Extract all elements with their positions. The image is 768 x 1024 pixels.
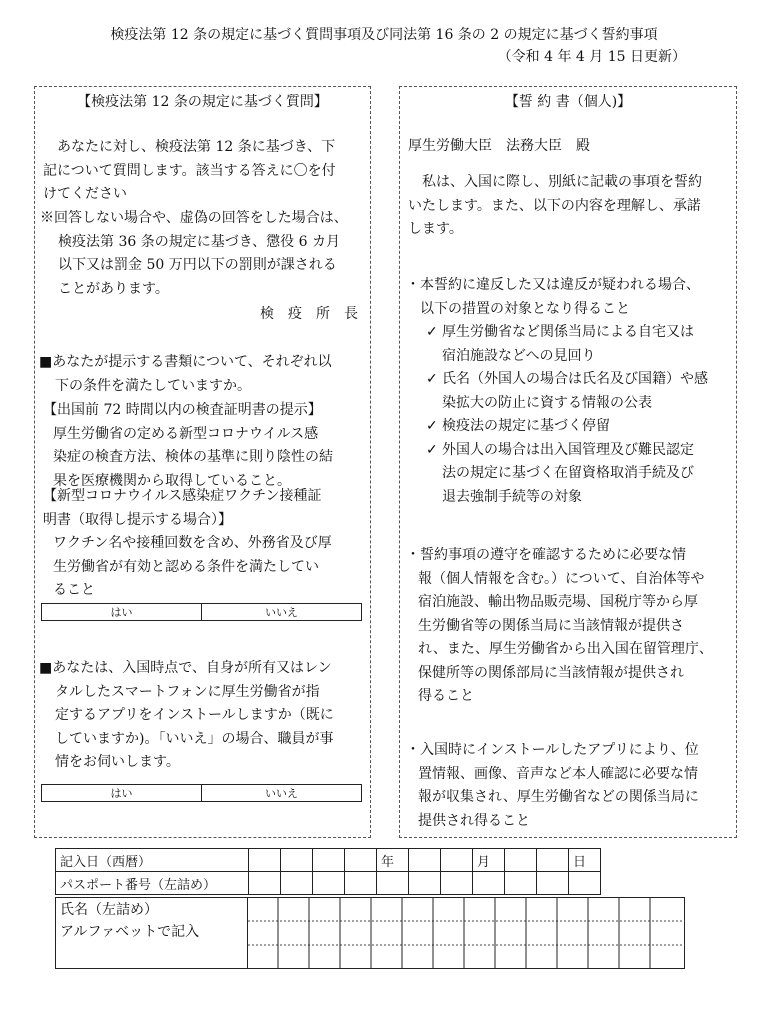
passport-char-cell[interactable] (377, 872, 409, 895)
day-digit-cell[interactable] (505, 849, 537, 872)
question-panel (34, 86, 371, 838)
passport-char-cell[interactable] (313, 872, 345, 895)
year-digit-cell[interactable] (313, 849, 345, 872)
question-1-answer (41, 603, 362, 621)
check-icon: ✓ (426, 441, 438, 458)
month-digit-cell[interactable] (409, 849, 441, 872)
passport-char-cell[interactable] (569, 872, 601, 895)
entry-date-row (56, 849, 601, 872)
pledge-panel (399, 86, 737, 838)
passport-char-cell[interactable] (441, 872, 473, 895)
year-digit-cell[interactable] (345, 849, 377, 872)
measure-item: ✓ 氏名（外国人の場合は氏名及び国籍）や感 染拡大の防止に資する情報の公表 (426, 368, 736, 415)
question-2: ■あなたは、入国時点で、自身が所有又はレン タルしたスマートフォンに厚生労働省が指 定するアプリをインストールしますか（既に していますか)。「いいえ」の場合、職員が事 情をお伺いします。 (39, 660, 334, 770)
measure-item: ✓ 外国人の場合は出入国管理及び難民認定 法の規定に基づく在留資格取消手続及び 退去強制手続等の対象 (426, 439, 736, 510)
check-icon: ✓ (426, 418, 438, 434)
pledge-app-data: ・入国時にインストールしたアプリにより、位 置情報、画像、音声など本人確認に必要な情 報が収集され、厚生労働省などの関係当局に 提供され得ること (406, 742, 699, 829)
question-2-yes[interactable]: はい (42, 785, 202, 802)
day-label: 日 (569, 849, 601, 872)
passport-char-cell[interactable] (473, 872, 505, 895)
pledge-information-sharing: ・誓約事項の遵守を確認するために必要な情 報（個人情報を含む。）について、自治体等や 宿泊施設、輸出物品販売場、国税庁等から厚 生労働省等の関係当局に当該情報が提供さ れ、また、厚生労働省から出入国在留管理庁、 保健所等の関係部局に当該情報が提供され 得ること (406, 547, 713, 704)
check-icon: ✓ (426, 324, 438, 340)
passport-char-cell[interactable] (505, 872, 537, 895)
document-title: 検疫法第 12 条の規定に基づく質問事項及び同法第 16 条の 2 の規定に基づく誓約事項 (110, 27, 658, 43)
pledge-violation-measures: ・本誓約に違反した又は違反が疑われる場合、 以下の措置の対象となり得ること ✓ 厚生労働省など関係当局による自宅又は 宿泊施設などへの見回り ✓ 氏名（外国人の場合は氏名及び国籍）や感 染拡大の防止に資する情報の公表 ✓ 検疫法の規定に基づく停留 ✓ 外国人の場合は出入国管理及び難民認定 法の規定に基づく在留資格取消手続及び 退去強制手続等の対象 (406, 274, 736, 509)
passport-char-cell[interactable] (249, 872, 281, 895)
check-icon: ✓ (426, 371, 438, 387)
penalty-note: ※回答しない場合や、虚偽の回答をした場合は、 検疫法第 36 条の規定に基づき、懲役 6 カ月 以下又は罰金 50 万円以下の罰則が課される ことがあります。 (40, 210, 348, 297)
question-2-no[interactable]: いいえ (202, 785, 362, 802)
name-field (55, 897, 685, 969)
measure-item: ✓ 厚生労働省など関係当局による自宅又は 宿泊施設などへの見回り (426, 321, 736, 368)
measure-item: ✓ 検疫法の規定に基づく停留 (426, 415, 736, 439)
passport-char-cell[interactable] (345, 872, 377, 895)
passport-char-cell[interactable] (281, 872, 313, 895)
year-digit-cell[interactable] (281, 849, 313, 872)
month-label: 月 (473, 849, 505, 872)
entry-date-label: 記入日（西暦） (56, 849, 249, 872)
passport-label: パスポート番号（左詰め） (56, 872, 249, 895)
name-label-block (60, 899, 246, 943)
name-note: アルファベットで記入 (60, 924, 200, 940)
quarantine-director: 検 疫 所 長 (260, 306, 358, 322)
passport-char-cell[interactable] (409, 872, 441, 895)
day-digit-cell[interactable] (537, 849, 569, 872)
pledge-addressee: 厚生労働大臣 法務大臣 殿 (408, 138, 590, 154)
question-2-answer (41, 784, 362, 802)
month-digit-cell[interactable] (441, 849, 473, 872)
date-passport-form (55, 848, 601, 895)
year-label: 年 (377, 849, 409, 872)
name-alphabet-input[interactable] (248, 898, 684, 968)
vaccine-certificate-condition: 【新型コロナウイルス感染症ワクチン接種証 明書（取得し提示する場合）】 ワクチン名や接種回数を含め、外務省及び厚 生労働省が有効と認める条件を満たしてい ること (43, 488, 332, 598)
passport-row (56, 872, 601, 895)
question-panel-title: 【検疫法第 12 条の規定に基づく質問】 (77, 94, 328, 110)
question-1-no[interactable]: いいえ (202, 604, 362, 621)
question-intro: あなたに対し、検疫法第 12 条に基づき、下 記について質問します。該当する答えに〇を付 けてください (43, 139, 336, 202)
pledge-panel-title: 【誓 約 書（個人)】 (504, 94, 632, 110)
name-label: 氏名（左詰め） (60, 902, 158, 918)
passport-char-cell[interactable] (537, 872, 569, 895)
update-date: （令和 4 年 4 月 15 日更新） (497, 49, 686, 65)
year-digit-cell[interactable] (249, 849, 281, 872)
name-grid (248, 898, 685, 968)
question-1: ■あなたが提示する書類について、それぞれ以 下の条件を満たしていますか。 (39, 354, 332, 394)
question-1-yes[interactable]: はい (42, 604, 202, 621)
test-certificate-condition: 【出国前 72 時間以内の検査証明書の提示】 厚生労働省の定める新型コロナウイルス感 染症の検査方法、検体の基準に則り陰性の結 果を医療機関から取得していること。 (43, 402, 333, 489)
pledge-intro: 私は、入国に際し、別紙に記載の事項を誓約 いたします。また、以下の内容を理解し、承諾 します。 (408, 174, 702, 237)
